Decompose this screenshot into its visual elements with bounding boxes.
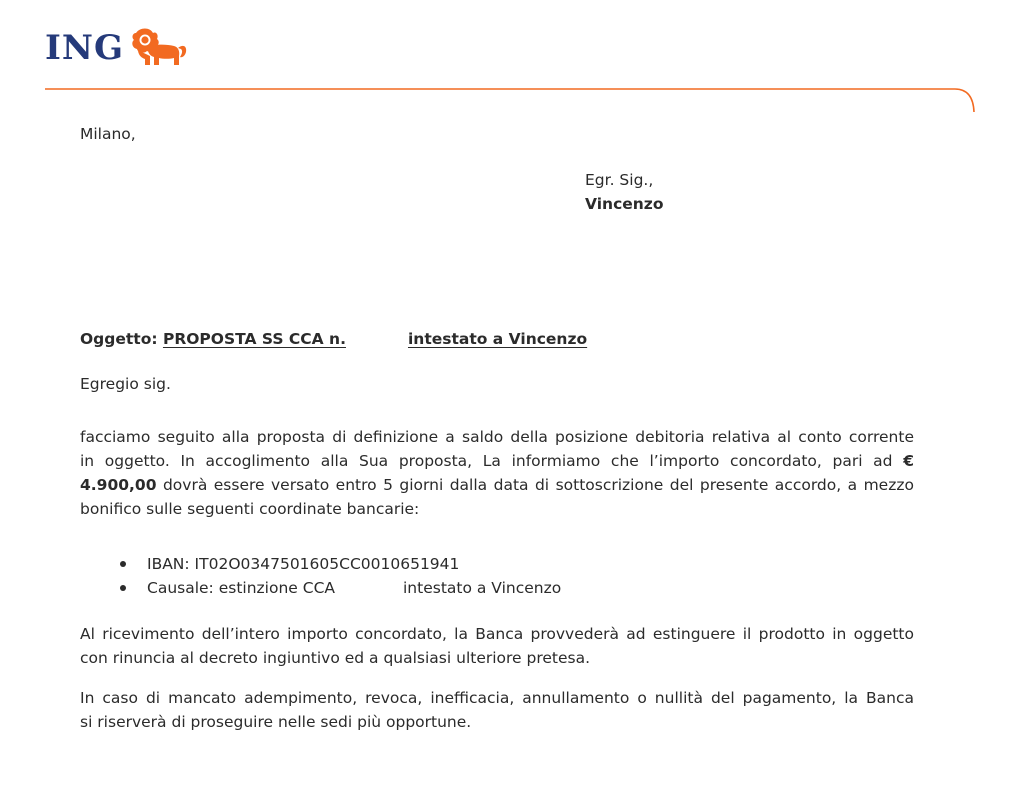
lion-icon: [130, 27, 188, 69]
paragraph-line: si riserverà di proseguire nelle sedi più opportune.: [80, 713, 472, 731]
list-item: [120, 576, 561, 600]
logo-text: ING: [45, 28, 125, 68]
paragraph-default: [80, 686, 914, 734]
letter-city: Milano,: [80, 125, 136, 143]
paragraph-text: dovrà essere versato entro 5 giorni dalla data di sottoscrizione del presente accordo, a mezzo: [162, 476, 914, 494]
subject-text-before: PROPOSTA SS CCA n.: [162, 330, 346, 348]
paragraph-text: in oggetto. In accoglimento alla Sua proposta, La informiamo che l’importo concordato, pari ad: [80, 452, 893, 470]
addressee-salutation: Egr. Sig.,: [585, 171, 654, 189]
list-item: [120, 552, 561, 576]
iban-text: IBAN: IT02O0347501605CC0010651941: [147, 555, 460, 573]
subject-line: [80, 327, 587, 351]
paragraph-line: In caso di mancato adempimento, revoca, inefficacia, annullamento o nullità del pagamento, la Banca: [80, 689, 914, 707]
addressee-name: Vincenzo: [585, 195, 664, 213]
causale-text-after: intestato a Vincenzo: [403, 579, 562, 597]
causale-text-before: Causale: estinzione CCA: [147, 579, 335, 597]
paragraph-line: bonifico sulle seguenti coordinate bancarie:: [80, 500, 420, 518]
paragraph-line: Al ricevimento dell’intero importo concordato, la Banca provvederà ad estinguere il prodotto in oggetto: [80, 625, 914, 643]
ing-logo: [45, 26, 188, 70]
bullet-icon: [120, 585, 126, 591]
paragraph-extinction: [80, 622, 914, 670]
agreed-amount: 4.900,00: [80, 476, 157, 494]
bullet-icon: [120, 561, 126, 567]
subject-text-after: intestato a Vincenzo: [407, 330, 588, 348]
paragraph-line: [80, 473, 914, 497]
greeting: Egregio sig.: [80, 375, 171, 393]
paragraph-proposal: [80, 425, 914, 521]
paragraph-line: facciamo seguito alla proposta di definizione a saldo della posizione debitoria relativa al conto corrente: [80, 428, 914, 446]
subject-label: Oggetto:: [80, 330, 158, 348]
bank-details-list: [120, 552, 561, 600]
subject-text: [163, 330, 587, 348]
header-divider: [0, 84, 1024, 124]
addressee-block: [585, 168, 663, 216]
paragraph-line: con rinuncia al decreto ingiuntivo ed a qualsiasi ulteriore pretesa.: [80, 649, 591, 667]
paragraph-line: [80, 449, 914, 473]
currency-symbol: €: [903, 452, 914, 470]
